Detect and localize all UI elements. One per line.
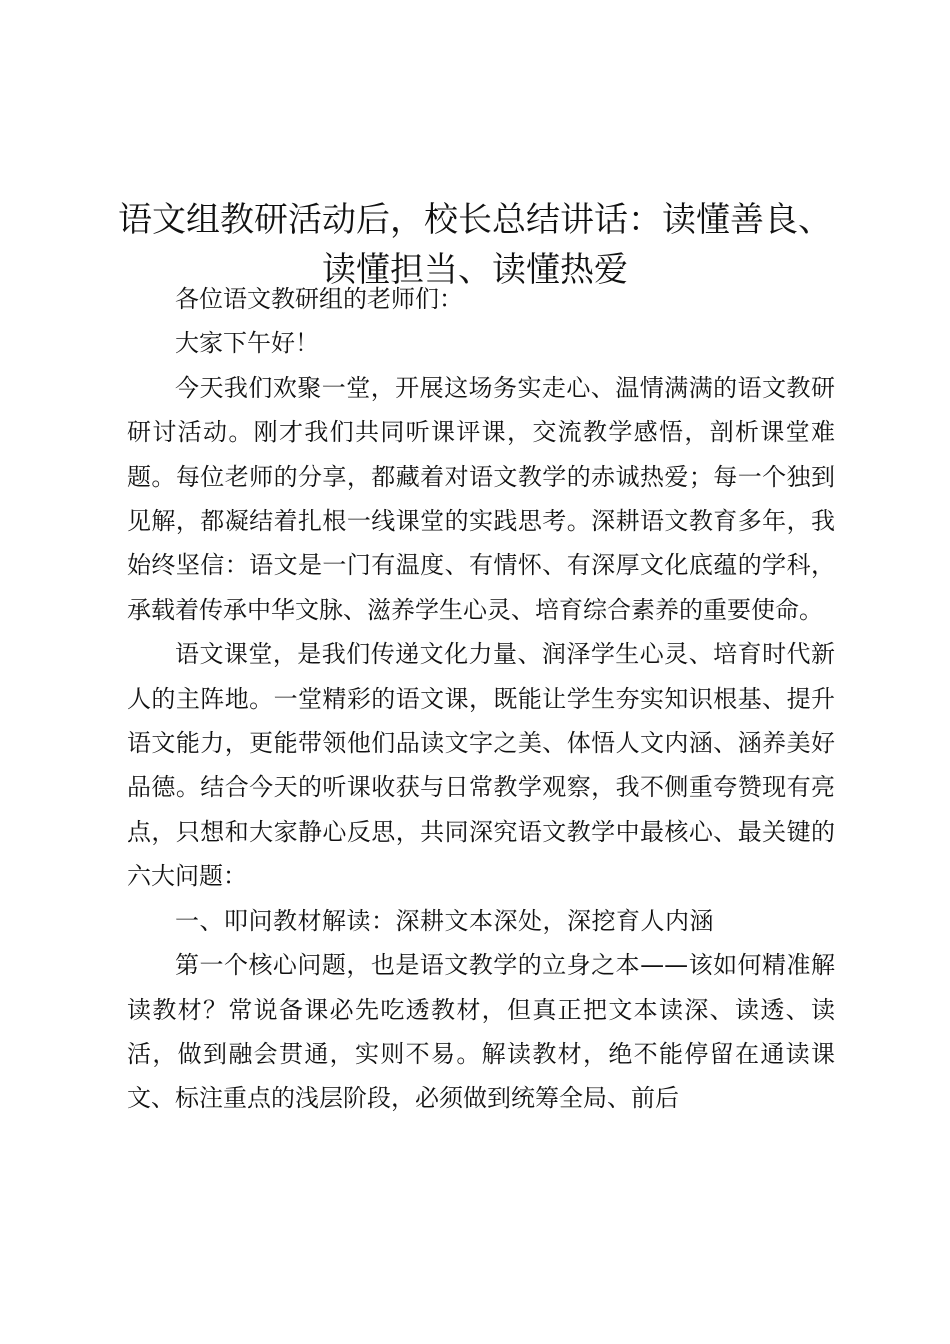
title-line-1: 语文组教研活动后，校长总结讲话：读懂善良、 [118,199,832,240]
paragraph-2: 语文课堂，是我们传递文化力量、润泽学生心灵、培育时代新人的主阵地。一堂精彩的语文课，既能让学生夯实知识根基、提升语文能力，更能带领他们品读文字之美、体悟人文内涵、涵养美好品德。结合今天的听课收获与日常教学观察，我不侧重夸赞现有亮点，只想和大家静心反思，共同深究语文教学中最核心、最关键的六大问题： [127,640,835,891]
section-paragraph: 第一个核心问题，也是语文教学的立身之本——该如何精准解读教材？常说备课必先吃透教材，但真正把文本读深、读透、读活，做到融会贯通，实则不易。解读教材，绝不能停留在通读课文、标注重点的浅层阶段，必须做到统筹全局、前后 [127,951,835,1113]
document-body [127,277,835,1121]
section-heading: 一、叩问教材解读：深耕文本深处，深挖育人内涵 [175,906,714,935]
paragraph-1: 今天我们欢聚一堂，开展这场务实走心、温情满满的语文教研研讨活动。刚才我们共同听课评课，交流教学感悟，剖析课堂难题。每位老师的分享，都藏着对语文教学的赤诚热爱；每一个独到见解，都凝结着扎根一线课堂的实践思考。深耕语文教育多年，我始终坚信：语文是一门有温度、有情怀、有深厚文化底蕴的学科，承载着传承中华文脉、滋养学生心灵、培育综合素养的重要使命。 [127,373,835,624]
salutation: 各位语文教研组的老师们： [175,285,463,313]
greeting: 大家下午好！ [175,329,319,358]
title-line-2: 读懂担当、读懂热爱 [322,249,628,290]
